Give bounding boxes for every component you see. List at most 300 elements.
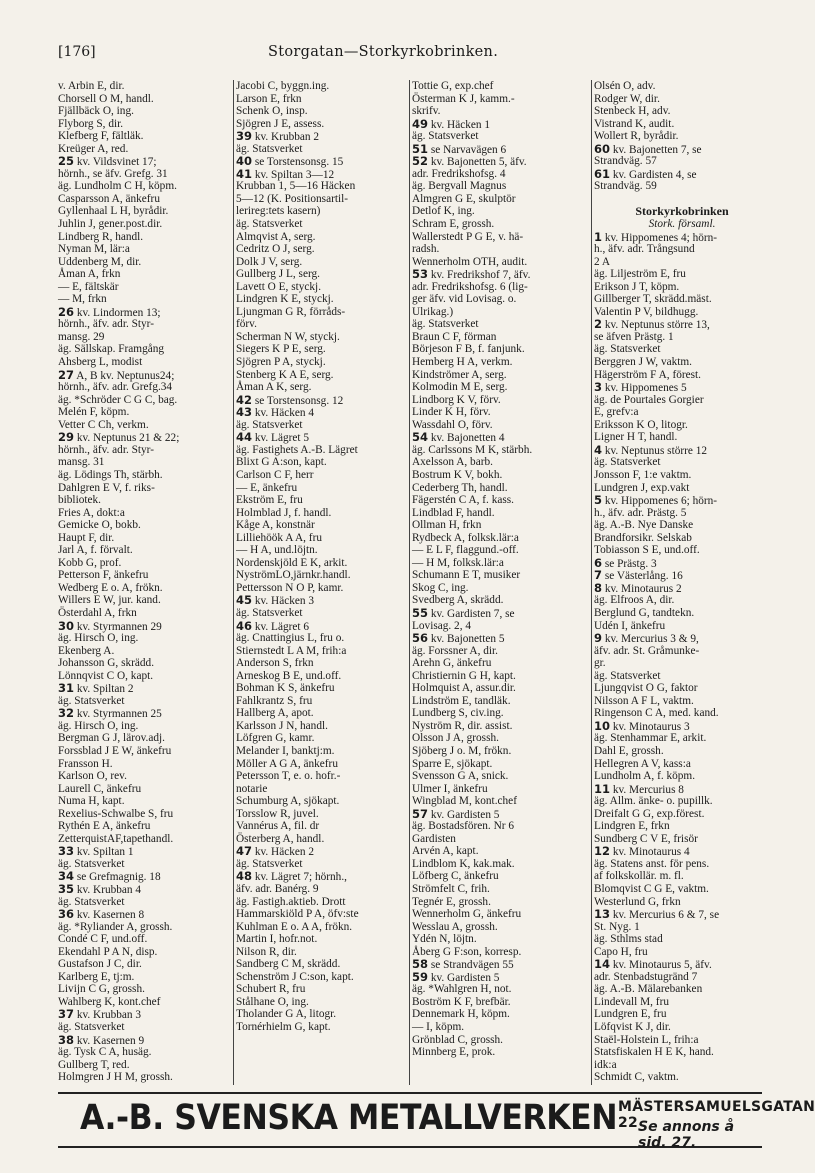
directory-line: 60 kv. Bajonetten 7, se: [594, 141, 702, 156]
directory-line: Stenberg K A E, serg.: [236, 368, 334, 381]
house-number: 1: [594, 229, 603, 244]
directory-line: Forssblad J E W, änkefru: [58, 744, 172, 757]
directory-line: Lundgren E, fru: [594, 1008, 667, 1021]
directory-line: notarie: [236, 782, 268, 795]
house-number: 35: [58, 882, 75, 896]
directory-line: Wollert R, byrådir.: [594, 130, 679, 143]
page-number: [176]: [58, 44, 96, 60]
house-number: 13: [594, 907, 611, 922]
directory-line: Eriksson K O, litogr.: [594, 418, 688, 431]
directory-line: — E, änkefru: [236, 481, 298, 494]
directory-line: af folkskollär. m. fl.: [594, 870, 684, 883]
directory-line: Numa H, kapt.: [58, 795, 125, 808]
directory-line: 8 kv. Minotaurus 2: [594, 580, 682, 595]
directory-line: NyströmLO,järnkr.handl.: [236, 569, 351, 582]
house-number: 12: [594, 844, 611, 859]
directory-line: Schumann E T, musiker: [412, 569, 521, 582]
house-number: 32: [58, 706, 75, 721]
directory-line: Gullberg J L, serg.: [236, 268, 320, 281]
directory-line: lerireg:tets kasern): [236, 205, 321, 218]
directory-line: Löfqvist K J, dir.: [594, 1021, 671, 1034]
directory-line: Nilsson A F L, vaktm.: [594, 694, 694, 707]
directory-line: 1 kv. Hippomenes 4; hörn-: [594, 229, 718, 244]
directory-line: Schenström J C:son, kapt.: [236, 970, 354, 983]
directory-line: adr. Stenbadstugränd 7: [594, 970, 698, 983]
directory-line: äfv. adr. Banérg. 9: [236, 883, 319, 895]
directory-line: äg. Allm. änke- o. pupillk.: [594, 795, 713, 808]
directory-line: Dolk J V, serg.: [236, 255, 303, 268]
directory-column-3: [412, 80, 588, 1085]
directory-line: Österberg A, handl.: [236, 832, 325, 845]
house-number: 34: [58, 869, 75, 884]
directory-line: Ollman H, frkn: [412, 519, 482, 532]
directory-line: Capo H, fru: [594, 945, 648, 958]
directory-line: Ydén N, löjtn.: [412, 933, 477, 946]
directory-line: se äfven Prästg. 1: [594, 330, 674, 343]
directory-line: Gustafson J C, dir.: [58, 958, 142, 971]
directory-line: E, grefv:a: [594, 406, 639, 419]
house-number: 53: [412, 267, 429, 282]
directory-line: Wennerholm G, änkefru: [412, 908, 522, 921]
directory-line: 35 kv. Krubban 4: [58, 882, 142, 896]
directory-line: Staël-Holstein L, frih:a: [594, 1033, 699, 1046]
directory-line: Lavett O E, styckj.: [236, 280, 322, 293]
directory-line: Svedberg A, skrädd.: [412, 594, 504, 607]
house-number: 58: [412, 957, 429, 972]
directory-line: Rodger W, dir.: [594, 92, 660, 105]
house-number: 26: [58, 304, 75, 319]
column-rule: [409, 80, 410, 1085]
directory-line: Vistrand K, audit.: [594, 117, 675, 130]
directory-line: Lindgren K E, styckj.: [236, 293, 334, 306]
directory-line: Olsén O, adv.: [594, 80, 656, 92]
directory-line: Sandberg C M, skrädd.: [236, 958, 341, 971]
directory-line: Österman K J, kamm.-: [412, 92, 515, 105]
directory-line: Bergman G J, lärov.adj.: [58, 732, 165, 745]
directory-line: Skog C, ing.: [412, 581, 469, 594]
directory-line: Wahlberg K, kont.chef: [58, 995, 161, 1008]
directory-line: Sjögren P A, styckj.: [236, 356, 326, 369]
house-number: 61: [594, 166, 611, 181]
directory-line: hörnh., äfv. adr. Styr-: [58, 443, 154, 456]
directory-line: Rythén E A, änkefru: [58, 820, 151, 833]
house-number: 54: [412, 430, 429, 445]
directory-line: Haupt F, dir.: [58, 531, 115, 544]
directory-line: Boström K F, brefbär.: [412, 995, 511, 1008]
directory-line: Linder K H, förv.: [412, 406, 491, 419]
directory-line: Lundgren J, exp.vakt: [594, 481, 690, 494]
directory-line: Chorsell O M, handl.: [58, 92, 154, 105]
directory-line: Fjällbäck O, ing.: [58, 105, 134, 118]
directory-line: Lindgren E, frkn: [594, 820, 670, 833]
directory-line: 7 se Västerlång. 16: [594, 568, 683, 583]
directory-line: Sjögren J E, assess.: [236, 117, 325, 130]
directory-line: Bohman K S, änkefru: [236, 682, 335, 695]
directory-line: 54 kv. Bajonetten 4: [412, 430, 505, 445]
directory-line: Wingblad M, kont.chef: [412, 795, 517, 808]
directory-line: Ljungman G R, förråds-: [236, 305, 346, 318]
directory-line: 57 kv. Gardisten 5: [412, 806, 500, 821]
directory-line: Christiernin G H, kapt.: [412, 669, 516, 682]
house-number: 57: [412, 806, 429, 821]
running-head: Storgatan—Storkyrkobrinken.: [268, 44, 499, 60]
directory-line: Nilson R, dir.: [236, 945, 297, 958]
directory-line: Lovisag. 2, 4: [412, 619, 471, 632]
directory-line: Holmquist A, assur.dir.: [412, 682, 516, 695]
directory-line: 5—12 (K. Positionsartil-: [236, 192, 349, 205]
directory-line: 31 kv. Spiltan 2: [58, 681, 134, 696]
directory-line: äg. Fastighets A.-B. Lägret: [236, 443, 358, 456]
directory-line: Schmidt C, vaktm.: [594, 1071, 679, 1084]
directory-line: äg. A.-B. Nye Danske: [594, 519, 694, 532]
directory-line: Erikson J T, köpm.: [594, 280, 680, 293]
directory-line: Arvén A, kapt.: [412, 845, 479, 858]
directory-line: Ligner H T, handl.: [594, 431, 678, 444]
house-number: 46: [236, 618, 253, 633]
directory-line: 5 kv. Hippomenes 6; hörn-: [594, 493, 718, 508]
directory-line: — H M, folksk.lär:a: [412, 556, 504, 569]
directory-line: Statsfiskalen H E K, hand.: [594, 1046, 714, 1059]
directory-line: 42 se Torstensonsg. 12: [236, 392, 344, 407]
column-rule: [233, 80, 234, 1085]
directory-line: Lönnqvist C O, kapt.: [58, 669, 154, 682]
directory-line: Sundberg C V E, frisör: [594, 832, 698, 845]
section-heading: Storkyrkobrinken: [635, 204, 729, 219]
directory-line: — E L F, flaggund.-off.: [412, 544, 519, 557]
directory-line: Kobb G, prof.: [58, 556, 122, 569]
directory-line: äg. Forssner A, dir.: [412, 644, 498, 657]
directory-line: Uddenberg M, dir.: [58, 255, 142, 268]
directory-line: Almgren G E, skulptör: [412, 192, 516, 205]
directory-line: äg. Statsverket: [594, 456, 661, 469]
directory-line: Minnberg E, prok.: [412, 1046, 496, 1059]
house-number: 3: [594, 380, 603, 395]
directory-line: Tottie G, exp.chef: [412, 80, 494, 92]
directory-line: 29 kv. Neptunus 21 & 22;: [58, 430, 180, 445]
directory-line: 47 kv. Häcken 2: [236, 844, 315, 859]
directory-line: äg. Statsverket: [236, 218, 303, 231]
directory-line: Berglund G, tandtekn.: [594, 606, 695, 619]
directory-line: Siegers K P E, serg.: [236, 343, 326, 356]
directory-line: — H A, und.löjtn.: [236, 544, 318, 557]
house-number: 47: [236, 844, 253, 859]
directory-line: Löfgren G, kamr.: [236, 732, 315, 745]
directory-line: Möller A G A, änkefru: [236, 757, 338, 770]
directory-line: Gullberg T, red.: [58, 1058, 130, 1071]
directory-line: mansg. 29: [58, 330, 105, 343]
directory-line: Krubban 1, 5—16 Häcken: [236, 180, 356, 193]
directory-line: Scherman N W, styckj.: [236, 330, 340, 343]
directory-line: Nordenskjöld E K, arkit.: [236, 556, 348, 569]
directory-line: Rydbeck A, folksk.lär:a: [412, 531, 519, 544]
directory-line: Österdahl A, frkn: [58, 606, 137, 619]
directory-line: 41 kv. Spiltan 3—12: [236, 166, 335, 181]
directory-line: skrifv.: [412, 105, 441, 118]
directory-line: 43 kv. Häcken 4: [236, 405, 315, 420]
directory-line: idk:a: [594, 1058, 617, 1071]
advertiser-name: A.-B. SVENSKA METALLVERKEN: [80, 1098, 618, 1138]
directory-line: Klefberg F, fältläk.: [58, 130, 144, 143]
directory-line: Pettersson N O P, kamr.: [236, 581, 344, 594]
directory-line: Brandforsikr. Selskab: [594, 531, 692, 544]
directory-line: 13 kv. Mercurius 6 & 7, se: [594, 907, 720, 922]
directory-line: ZetterquistAF,tapethandl.: [58, 832, 174, 845]
directory-line: Vetter C Ch, verkm.: [58, 418, 149, 431]
directory-line: Udén I, änkefru: [594, 619, 666, 632]
directory-line: Berggren J W, vaktm.: [594, 356, 693, 369]
directory-line: Dreifalt G G, exp.förest.: [594, 807, 705, 820]
directory-line: Sjöberg J o. M, frökn.: [412, 744, 512, 757]
directory-line: Jarl A, f. förvalt.: [58, 544, 133, 557]
directory-line: 26 kv. Lindormen 13;: [58, 304, 161, 319]
directory-column-4: [594, 80, 770, 1085]
directory-line: Schumburg A, sjökapt.: [236, 795, 340, 808]
directory-line: 40 se Torstensonsg. 15: [236, 154, 344, 169]
house-number: 2: [594, 317, 603, 332]
directory-line: Casparsson A, änkefru: [58, 192, 160, 205]
directory-line: äg. Statsverket: [236, 606, 303, 619]
directory-line: 46 kv. Lägret 6: [236, 618, 310, 633]
directory-line: Åman A K, serg.: [236, 381, 312, 394]
directory-line: Schram E, grossh.: [412, 218, 495, 231]
house-number: 51: [412, 141, 429, 156]
directory-line: Almqvist A, serg.: [236, 230, 316, 243]
directory-line: Bostrum K V, bokh.: [412, 468, 503, 481]
directory-line: äg. Statens anst. för pens.: [594, 857, 710, 870]
directory-line: Johansson G, skrädd.: [58, 657, 155, 670]
see-advertisement-note: Se annons å sid. 27.: [638, 1119, 735, 1151]
directory-line: gr.: [594, 657, 606, 670]
house-number: 11: [594, 781, 611, 796]
directory-line: äg. de Pourtales Gorgier: [594, 393, 704, 406]
directory-line: Strandväg. 59: [594, 180, 657, 193]
directory-line: Laurell C, änkefru: [58, 782, 142, 795]
house-number: 9: [594, 631, 603, 646]
directory-line: äg. Statsverket: [412, 130, 479, 143]
directory-line: 37 kv. Krubban 3: [58, 1007, 142, 1022]
directory-line: äg. Statsverket: [58, 895, 125, 908]
directory-line: äg. Bergvall Magnus: [412, 180, 507, 193]
directory-line: Svensson G A, snick.: [412, 770, 509, 783]
directory-line: Anderson S, frkn: [236, 657, 314, 670]
directory-line: 39 kv. Krubban 2: [236, 129, 320, 144]
directory-line: 45 kv. Häcken 3: [236, 593, 315, 608]
house-number: 42: [236, 392, 253, 407]
directory-line: 51 se Narvavägen 6: [412, 141, 507, 156]
directory-line: äg. *Schröder C G C, bag.: [58, 393, 178, 406]
house-number: 59: [412, 969, 429, 984]
house-number: 37: [58, 1007, 75, 1022]
house-number: 30: [58, 618, 75, 633]
directory-line: Lindberg R, handl.: [58, 230, 144, 243]
directory-line: äg. Bostadsfören. Nr 6: [412, 820, 514, 833]
directory-line: Fägerstén C A, f. kass.: [412, 494, 514, 507]
directory-line: Tornérhielm G, kapt.: [236, 1021, 331, 1034]
directory-line: Lindevall M, fru: [594, 995, 669, 1008]
advertiser-address: MÄSTERSAMUELSGATAN 22: [618, 1099, 815, 1131]
directory-line: Fransson H.: [58, 757, 113, 770]
directory-line: Hemberg H A, verkm.: [412, 356, 513, 369]
directory-line: äg. Statsverket: [236, 418, 303, 431]
directory-line: Wesslau A, grossh.: [412, 920, 498, 933]
directory-line: äg. Statsverket: [58, 1021, 125, 1034]
directory-line: äg. Statsverket: [58, 857, 125, 870]
directory-line: Ekström E, fru: [236, 494, 303, 507]
house-number: 41: [236, 166, 253, 181]
directory-line: v. Arbin E, dir.: [58, 80, 125, 92]
directory-line: äg. Cnattingius L, fru o.: [236, 632, 345, 645]
house-number: 38: [58, 1032, 75, 1047]
house-number: 45: [236, 593, 253, 608]
directory-line: Holmgren J H M, grossh.: [58, 1071, 173, 1084]
directory-line: 27 A, B kv. Neptunus24;: [58, 367, 175, 382]
directory-line: Blomqvist C G E, vaktm.: [594, 883, 709, 895]
directory-line: äg. Statsverket: [236, 142, 303, 155]
directory-line: Wallerstedt P G E, v. hä-: [412, 230, 524, 243]
house-number: 8: [594, 580, 603, 595]
column-rule: [591, 80, 592, 1085]
directory-line: äg. *Ryliander A, grossh.: [58, 920, 173, 933]
directory-line: äg. Elfroos A, dir.: [594, 594, 675, 607]
directory-line: 48 kv. Lägret 7; hörnh.,: [236, 869, 347, 884]
directory-line: 53 kv. Fredrikshof 7, äfv.: [412, 267, 531, 282]
directory-line: Juhlin J, gener.post.dir.: [58, 218, 163, 231]
directory-line: Arneskog B E, und.off.: [236, 669, 342, 682]
directory-line: Wennerholm OTH, audit.: [412, 255, 528, 268]
directory-line: Valentin P V, bildhugg.: [594, 305, 699, 318]
directory-line: Hammarskiöld P A, öfv:ste: [236, 908, 359, 921]
directory-line: hörnh., äfv. adr. Grefg.34: [58, 381, 173, 394]
directory-line: Stiernstedt L A M, frih:a: [236, 644, 347, 657]
directory-line: 44 kv. Lägret 5: [236, 430, 310, 445]
directory-line: 3 kv. Hippomenes 5: [594, 380, 687, 395]
directory-line: Cedritz O J, serg.: [236, 243, 315, 256]
house-number: 5: [594, 493, 603, 508]
directory-line: 58 se Strandvägen 55: [412, 957, 514, 972]
directory-line: 56 kv. Bajonetten 5: [412, 631, 505, 646]
directory-line: Dennemark H, köpm.: [412, 1008, 510, 1021]
directory-line: Willers E W, jur. kand.: [58, 594, 161, 607]
house-number: 52: [412, 154, 429, 169]
directory-line: 32 kv. Styrmannen 25: [58, 706, 162, 721]
directory-line: 14 kv. Minotaurus 5, äfv.: [594, 957, 712, 972]
directory-line: 59 kv. Gardisten 5: [412, 969, 500, 984]
house-number: 10: [594, 718, 611, 733]
directory-line: Karlberg E, tj:m.: [58, 970, 135, 983]
directory-line: Sparre E, sjökapt.: [412, 757, 493, 770]
directory-line: Schenk O, insp.: [236, 105, 308, 118]
directory-line: 4 kv. Neptunus större 12: [594, 442, 708, 457]
directory-line: radsh.: [412, 243, 440, 256]
directory-line: Kuhlman E o. A A, frökn.: [236, 920, 353, 933]
directory-line: Livijn C G, grossh.: [58, 983, 145, 996]
directory-line: Torsslow R, juvel.: [236, 807, 319, 820]
directory-line: Braun C F, förman: [412, 330, 497, 343]
directory-line: Dahlgren E V, f. riks-: [58, 481, 155, 494]
directory-line: mansg. 31: [58, 456, 105, 469]
house-number: 14: [594, 957, 611, 972]
directory-line: Lindblad F, handl.: [412, 506, 495, 519]
directory-line: Åberg G F:son, korresp.: [412, 945, 522, 958]
directory-line: — M, frkn: [58, 293, 107, 306]
house-number: 60: [594, 141, 611, 156]
directory-line: Grönblad C, grossh.: [412, 1033, 503, 1046]
directory-line: äg. *Wahlgren H, not.: [412, 983, 512, 996]
directory-line: Stålhane O, ing.: [236, 995, 309, 1008]
directory-line: — E, fältskär: [58, 280, 119, 293]
directory-line: Ulmer I, änkefru: [412, 782, 488, 795]
directory-line: Lindborg K V, förv.: [412, 393, 501, 406]
directory-line: hörnh., äfv. adr. Styr-: [58, 318, 154, 331]
house-number: 49: [412, 116, 429, 131]
directory-line: Börjeson F B, f. fanjunk.: [412, 343, 525, 356]
directory-line: Ulrikag.): [412, 305, 454, 318]
directory-line: Löfberg C, änkefru: [412, 870, 499, 883]
directory-line: Axelsson A, barb.: [412, 456, 493, 469]
directory-line: Hallberg A, apot.: [236, 707, 314, 720]
section-subheading: Stork. församl.: [648, 218, 716, 231]
directory-line: Gardisten: [412, 832, 456, 845]
directory-line: Westerlund G, frkn: [594, 895, 681, 908]
directory-line: Blixt G A:son, kapt.: [236, 456, 327, 469]
directory-line: Fries A, dokt:a: [58, 506, 125, 519]
house-number: 56: [412, 631, 429, 646]
directory-line: 30 kv. Styrmannen 29: [58, 618, 162, 633]
directory-line: 55 kv. Gardisten 7, se: [412, 605, 515, 620]
directory-line: Strömfelt C, frih.: [412, 883, 490, 895]
directory-line: Kolmodin M E, serg.: [412, 381, 508, 394]
directory-line: äg. Lundholm C H, köpm.: [58, 180, 177, 193]
directory-line: 12 kv. Minotaurus 4: [594, 844, 690, 859]
directory-line: äg. Lödings Th, stärbh.: [58, 468, 163, 481]
directory-line: hörnh., se äfv. Grefg. 31: [58, 167, 168, 180]
directory-line: adr. Fredrikshofsg. 6 (lig-: [412, 280, 528, 293]
directory-line: äg. Liljeström E, fru: [594, 268, 686, 281]
directory-line: Lindström E, tandläk.: [412, 694, 511, 707]
directory-line: Karlsson J N, handl.: [236, 719, 328, 732]
house-number: 29: [58, 430, 75, 445]
directory-line: Larson E, frkn: [236, 92, 302, 105]
house-number: 4: [594, 442, 603, 457]
directory-line: Tholander G A, litogr.: [236, 1008, 337, 1021]
directory-line: äg. Hirsch O, ing.: [58, 632, 139, 645]
directory-line: äg. Carlssons M K, stärbh.: [412, 443, 533, 456]
directory-line: Petterson F, änkefru: [58, 569, 149, 582]
directory-line: äg. A.-B. Mälarebanken: [594, 983, 703, 996]
directory-column-1: [58, 80, 230, 1085]
house-number: 55: [412, 605, 429, 620]
directory-line: förv.: [236, 318, 257, 331]
directory-line: Melén F, köpm.: [58, 406, 130, 419]
directory-line: Gyllenhaal L H, byrådir.: [58, 205, 169, 218]
directory-line: Rexelius-Schwalbe S, fru: [58, 807, 174, 820]
house-number: 40: [236, 154, 253, 169]
directory-line: 25 kv. Vildsvinet 17;: [58, 154, 157, 169]
directory-line: Lindblom K, kak.mak.: [412, 857, 515, 870]
directory-line: Tegnér E, grossh.: [412, 895, 491, 908]
directory-line: Ahsberg L, modist: [58, 356, 143, 369]
directory-line: ger äfv. vid Lovisag. o.: [412, 293, 517, 306]
directory-line: Nyström R, dir. assist.: [412, 719, 513, 732]
directory-line: bibliotek.: [58, 494, 101, 507]
house-number: 48: [236, 869, 253, 884]
house-number: 44: [236, 430, 253, 445]
directory-line: Olsson J A, grossh.: [412, 732, 499, 745]
house-number: 27: [58, 367, 75, 382]
directory-line: Åman A, frkn: [58, 268, 121, 281]
directory-line: Ekenberg A.: [58, 644, 115, 657]
directory-line: äg. Fastigh.aktieb. Drott: [236, 895, 346, 908]
